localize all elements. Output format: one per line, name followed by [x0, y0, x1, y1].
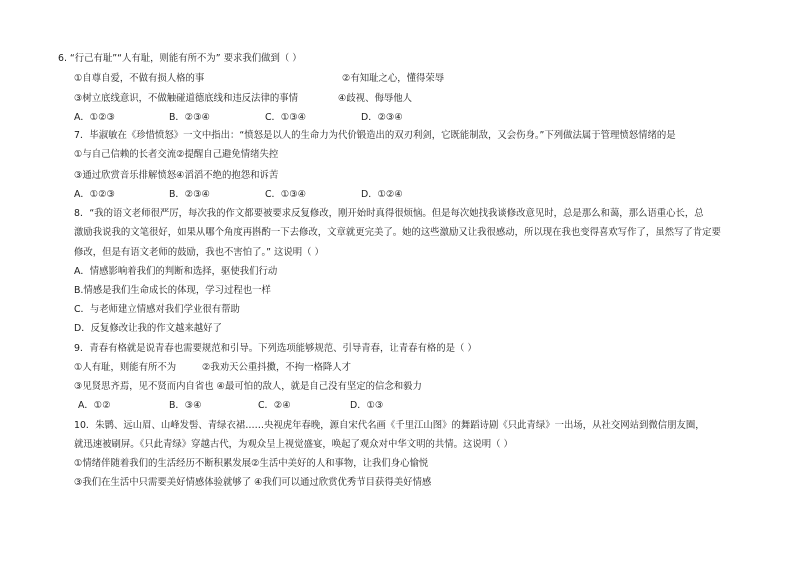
q9-option-2: ②我劝天公重抖擞，不拘一格降人才	[202, 362, 352, 373]
q7-choice-a: A．①②③	[74, 189, 116, 200]
q8-choice-d: D．反复修改让我的作文越来越好了	[74, 323, 222, 334]
q7-stem: 7．毕淑敏在《珍惜愤怒》一文中指出：“愤怒是以人的生命力为代价锻造出的双刃利剑，它既能制敌，又会伤身。”下列做法属于管理愤怒情绪的是	[74, 130, 676, 141]
q8-stem-line-2: 激励我说我的文笔很好，如果从哪个角度再斟酌一下去修改，文章就更完美了。她的这些激励又让我很感动，所以现在我也变得喜欢写作了，虽然写了肯定要	[74, 227, 721, 238]
q6-option-4: ④歧视、侮辱他人	[338, 93, 413, 104]
q7-options-line-1: ①与自己信赖的长者交流②提醒自己避免情绪失控	[74, 149, 279, 160]
q8-stem-line-1: 8．“我的语文老师很严厉，每次我的作文都要被要求反复修改，刚开始时真得很烦恼。但是每次她找我谈修改意见时，总是那么和蔼，那么语重心长，总	[74, 208, 704, 219]
q9-choice-a: A．①②	[78, 400, 111, 411]
q6-option-1: ①自尊自爱，不做有损人格的事	[74, 73, 205, 84]
q10-stem-line-1: 10．朱鹮、远山眉、山峰发髻、青绿衣裙……央视虎年春晚，源自宋代名画《千里江山图》的舞蹈诗剧《只此青绿》一出场，从社交网站到微信朋友圈，	[74, 420, 705, 431]
q6-stem: 6. “行己有耻”“人有耻，则能有所不为” 要求我们做到（ ）	[58, 53, 302, 64]
q8-choice-c: C．与老师建立情感对我们学业很有帮助	[74, 304, 240, 315]
q9-stem: 9．青春有格就是说青春也需要规范和引导。下列选项能够规范、引导青春，让青春有格的是（ ）	[74, 343, 477, 354]
q9-option-1: ①人有耻，则能有所不为	[74, 362, 177, 373]
q7-choice-d: D．①②④	[361, 189, 403, 200]
q6-choice-d: D．②③④	[361, 112, 403, 123]
q6-choice-a: A．①②③	[74, 112, 116, 123]
q8-choice-a: A．情感影响着我们的判断和选择，驱使我们行动	[74, 266, 278, 277]
q9-option-3-4: ③见贤思齐焉，见不贤而内自省也 ④最可怕的敌人，就是自己没有坚定的信念和毅力	[74, 381, 422, 392]
q8-stem-line-3: 修改，但是有语文老师的鼓励，我也不害怕了。” 这说明（ ）	[74, 247, 324, 258]
q9-choice-c: C．②④	[258, 400, 291, 411]
q6-option-2: ②有知耻之心，懂得荣辱	[342, 73, 445, 84]
q9-choice-b: B．③④	[169, 400, 202, 411]
q10-options-line-2: ③我们在生活中只需要美好情感体验就够了 ④我们可以通过欣赏优秀节目获得美好情感	[74, 477, 432, 488]
q6-option-3: ③树立底线意识，不做触碰道德底线和违反法律的事情	[74, 93, 299, 104]
q10-options-line-1: ①情绪伴随着我们的生活经历不断积累发展②生活中美好的人和事物，让我们身心愉悦	[74, 458, 429, 469]
q6-choice-b: B．②③④	[169, 112, 211, 123]
q6-choice-c: C．①③④	[265, 112, 307, 123]
q7-choice-c: C．①③④	[265, 189, 307, 200]
q7-options-line-2: ③通过欣赏音乐排解愤怒④滔滔不绝的抱怨和诉苦	[74, 170, 279, 181]
q10-stem-line-2: 就迅速被刷屏。《只此青绿》穿越古代，为观众呈上视觉盛宴，唤起了观众对中华文明的共情。这说明（ ）	[74, 439, 513, 450]
q9-choice-d: D．①③	[350, 400, 384, 411]
q7-choice-b: B．②③④	[169, 189, 211, 200]
q8-choice-b: B.情感是我们生命成长的体现，学习过程也一样	[74, 285, 271, 296]
